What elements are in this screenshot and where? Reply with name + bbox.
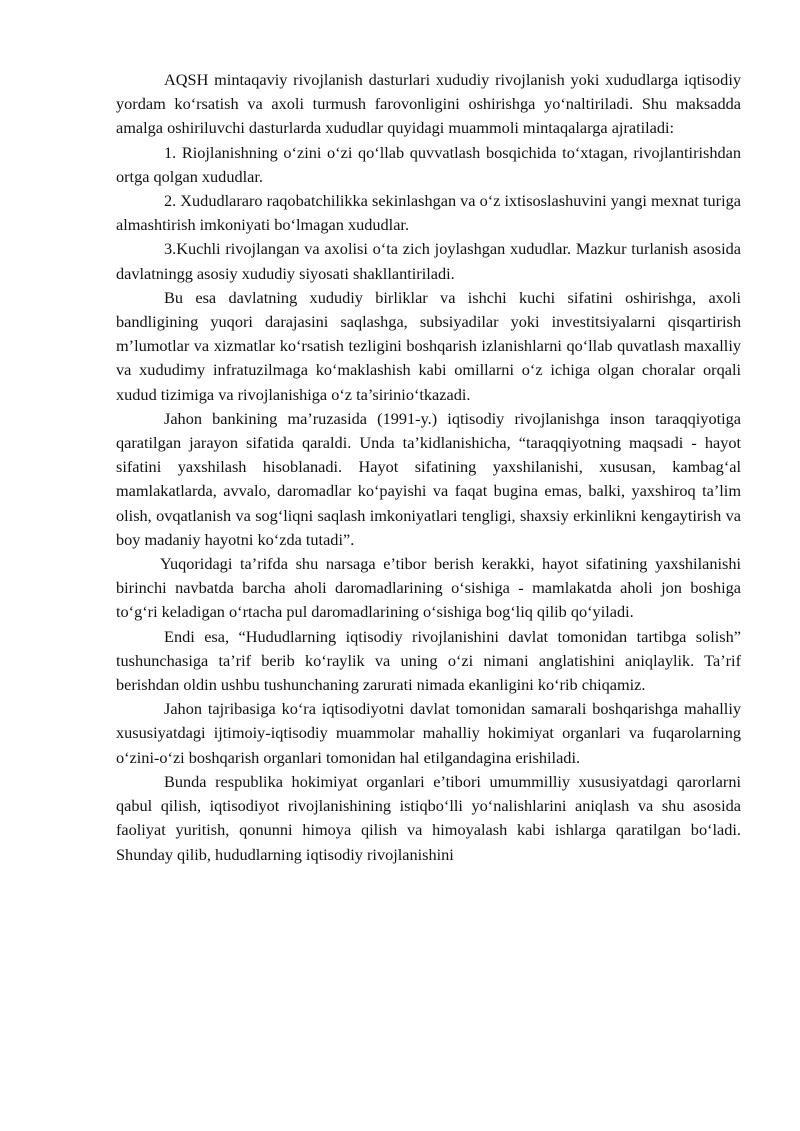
paragraph-definition-intro: Endi esa, “Hududlarning iqtisodiy rivojlanishini davlat tomonidan tartibga solish” tushunchasiga ta’rif berib ko‘raylik va uning o‘zi nimani anglatishini aniqlaylik. Ta’rif berishdan oldin ushbu tushunchaning zarurati nimada ekanligini ko‘rib chiqamiz. <box>116 626 741 695</box>
paragraph-quality-of-life: Yuqoridagi ta’rifda shu narsaga e’tibor berish kerakki, hayot sifatining yaxshilanishi birinchi navbatda barcha aholi daromadlarining o‘sishiga - mamlakatda aholi jon boshiga to‘g‘ri keladigan o‘rtacha pul daromadlarining o‘sishiga bog‘liq qilib qo‘yiladi. <box>116 554 741 622</box>
paragraph-state-measures: Bu esa davlatning xududiy birliklar va ishchi kuchi sifatini oshirishga, axoli bandligining yuqori darajasini saqlashga, subsiyadilar yoki investitsiyalarni qisqartirish m’lumotlar va xizmatlar ko‘rsatish tezligini boshqarish izlanishlarni qo‘llab quvatlash maxalliy va xududimy infratuzilmaga ko‘maklashish kabi omillarni o‘z ichiga olgan choralar orqali xudud tizimiga va rivojlanishiga o‘z ta’sirinio‘tkazadi. <box>116 287 741 404</box>
paragraph-world-bank-report: Jahon bankining ma’ruzasida (1991-y.) iqtisodiy rivojlanishga inson taraqqiyotiga qaratilgan jarayon sifatida qaraldi. Unda ta’kidlanishicha, “taraqqiyotning maqsadi - hayot sifatini yaxshilash hisoblanadi. Hayot sifatining yaxshilanishi, xususan, kambag‘al mamlakatlarda, avvalo, daromadlar ko‘payishi va faqat bugina emas, balki, yaxshiroq ta’lim olish, ovqatlanish va sog‘liqni saqlash imkoniyatlari tengligi, shaxsiy erkinlikni kengaytirish va boy madaniy hayotni ko‘zda tutadi”. <box>116 408 741 549</box>
paragraph-aqsh-programs: AQSH mintaqaviy rivojlanish dasturlari xududiy rivojlanish yoki xududlarga iqtisodiy yordam ko‘rsatish va axoli turmush farovonligini oshirishga yo‘naltiriladi. Shu maksadda amalga oshiriluvchi dasturlarda xududlar quyidagi muammoli mintaqalarga ajratiladi: <box>116 70 741 138</box>
paragraph-problem-region-2: 2. Xududlararo raqobatchilikka sekinlashgan va o‘z ixtisoslashuvini yangi mexnat turiga almashtirish imkoniyati bo‘lmagan xududlar. <box>116 191 741 235</box>
paragraph-republic-authorities: Bunda respublika hokimiyat organlari e’tibori umummilliy xususiyatdagi qarorlarni qabul qilish, iqtisodiyot rivojlanishining istiqbo‘lli yo‘nalishlarini aniqlash va shu asosida faoliyat yuritish, qonunni himoya qilish va himoyalash kabi ishlarga qaratilgan bo‘ladi. Shunday qilib, hududlarning iqtisodiy rivojlanishini <box>116 771 741 864</box>
document-page <box>116 68 741 867</box>
paragraph-problem-region-1: 1. Riojlanishning o‘zini o‘zi qo‘llab quvvatlash bosqichida to‘xtagan, rivojlantirishdan ortga qolgan xududlar. <box>116 142 741 186</box>
paragraph-problem-region-3: 3.Kuchli rivojlangan va axolisi o‘ta zich joylashgan xududlar. Mazkur turlanish asosida davlatningg asosiy xududiy siyosati shakllantiriladi. <box>116 239 741 283</box>
paragraph-world-experience: Jahon tajribasiga ko‘ra iqtisodiyotni davlat tomonidan samarali boshqarishga mahalliy xususiyatdagi ijtimoiy-iqtisodiy muammolar mahalliy hokimiyat organlari va fuqarolarning o‘zini-o‘zi boshqarish organlari tomonidan hal etilgandagina erishiladi. <box>116 699 741 767</box>
